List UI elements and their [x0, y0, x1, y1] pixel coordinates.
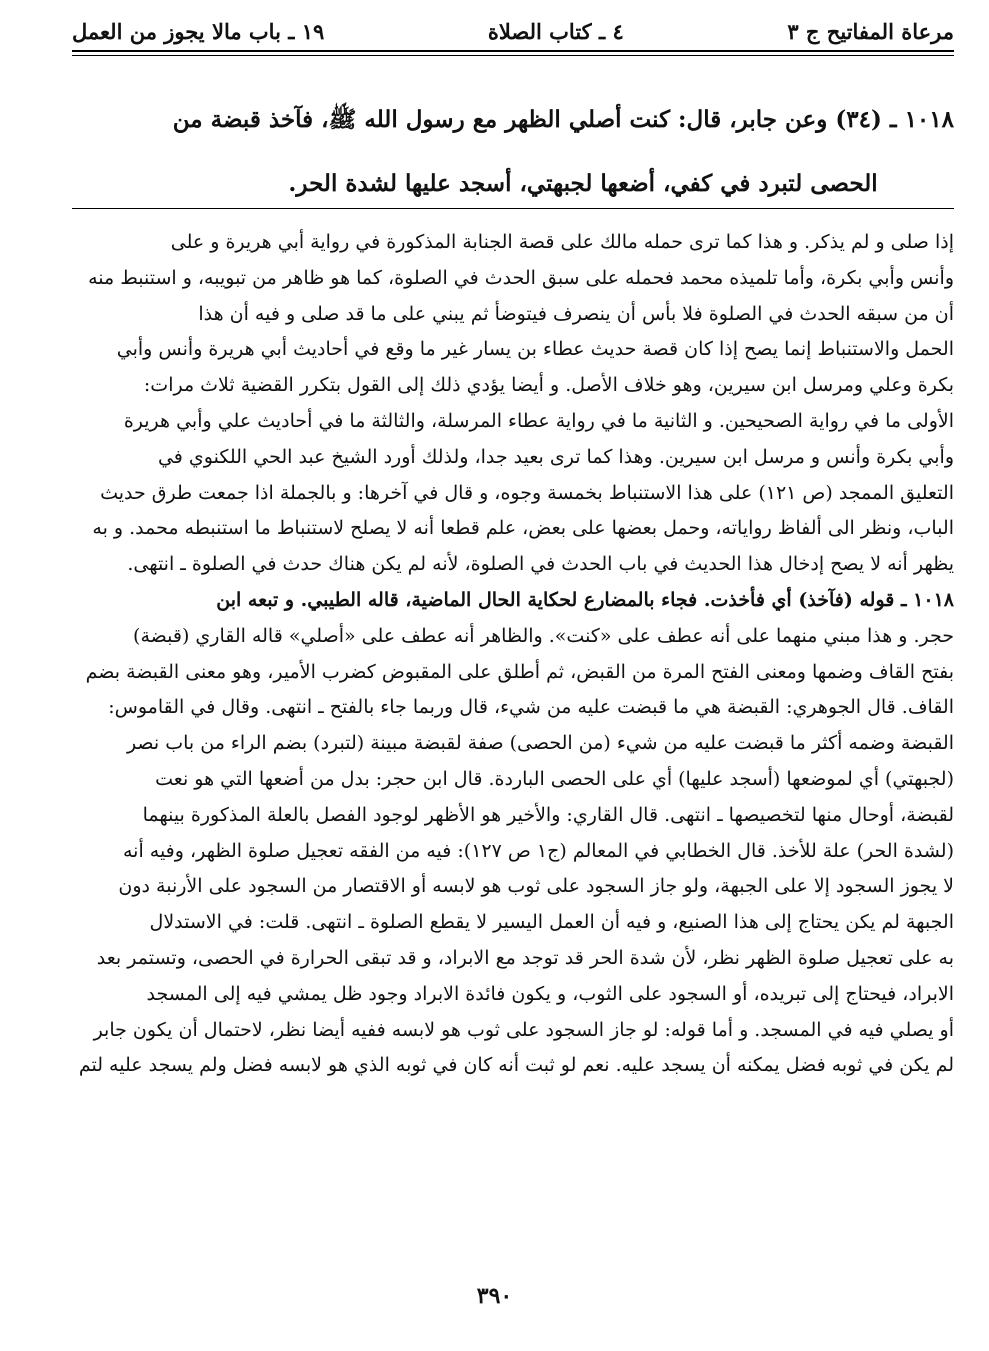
commentary-line: الأولى ما في رواية الصحيحين. و الثانية ما في رواية عطاء المرسلة، والثالثة ما في أحاديث علي وأبي هريرة	[123, 409, 954, 432]
commentary-line: وأبي بكرة وأنس و مرسل ابن سيرين. وهذا كما ترى بعيد جدا، ولذلك أورد الشيخ عبد الحي اللكنوي في	[157, 445, 954, 468]
commentary-line: لا يجوز السجود إلا على الجبهة، ولو جاز السجود على ثوب هو لابسه أو الاقتصار من السجود على الأرنبة دون	[118, 875, 954, 898]
commentary-line: يظهر أنه لا يصح إدخال هذا الحديث في باب الحدث في الصلوة، لأنه لم يكن هناك حدث في الصلوة ـ انتهى.	[127, 553, 954, 576]
commentary-line: وأنس وأبي بكرة، وأما تلميذه محمد فحمله على سبق الحدث في الصلوة، كما هو ظاهر من تبويبه، و استنبط منه	[88, 266, 954, 289]
commentary-line: القبضة وضمه أكثر ما قبضت عليه من شيء (من الحصى) صفة لقبضة مبينة (لتبرد) بضم الراء من باب نصر	[126, 732, 954, 755]
commentary-line: الابراد، فيحتاج إلى تبريده، أو السجود على الثوب، و يكون فائدة الابراد وجود ظل يمشي فيه إلى المسجد	[146, 982, 954, 1005]
header-rule-thin	[72, 55, 954, 56]
commentary-line: الجبهة لم يكن يحتاج إلى هذا الصنيع، و فيه أن العمل اليسير لا يقطع الصلوة ـ انتهى. قلت: في الاستدلال	[149, 911, 954, 934]
commentary-line: لقبضة، أوحال منها لتخصيصها ـ انتهى. قال القاري: والأخير هو الأظهر لوجود الفصل بالعلة المذكورة بينهما	[142, 803, 954, 826]
page-number: ٣٩٠	[476, 1283, 513, 1309]
commentary-line: (لشدة الحر) علة للأخذ. قال الخطابي في المعالم (ج١ ص ١٢٧): فيه من الفقه تعجيل صلوة الظهر، وفيه أنه	[122, 839, 954, 862]
header-book-title: مرعاة المفاتيح ج ٣	[787, 18, 954, 44]
hadith-separator-rule	[72, 208, 954, 209]
commentary-line: التعليق الممجد (ص ١٢١) على هذا الاستنباط بخمسة وجوه، و قال في آخرها: و بالجملة اذا جمعت طرق حديث	[100, 481, 954, 504]
commentary-line: بفتح القاف وضمها ومعنى الفتح المرة من القبض، ثم أطلق على المقبوض كضرب الأمير، وهو معنى القبضة بضم	[85, 660, 954, 683]
hadith-text	[72, 88, 954, 216]
running-header	[72, 14, 954, 48]
commentary-line: حجر. و هذا مبني منهما على أنه عطف على «كنت». والظاهر أنه عطف على «أصلي» قاله القاري (قبضة)	[133, 624, 954, 647]
header-chapter-title: ٤ ـ كتاب الصلاة	[487, 18, 624, 44]
commentary-line: (لجبهتي) أي لموضعها (أسجد عليها) أي على الحصى الباردة. قال ابن حجر: بدل من أضعها التي هو نعت	[155, 767, 954, 790]
commentary-line: الحمل والاستنباط إنما يصح إذا كان قصة حديث عطاء بن يسار غير ما وقع في أحاديث أبي هريرة وأنس وأبي	[116, 338, 954, 361]
commentary-line: الباب، ونظر الى ألفاظ رواياته، وحمل بعضها على بعض، علم قطعا أنه لا يصلح لاستنباط ما استنبطه محمد. و به	[92, 517, 954, 540]
commentary-line: إذا صلى و لم يذكر. و هذا كما ترى حمله مالك على قصة الجنابة المذكورة في رواية أبي هريرة و على	[170, 231, 954, 253]
header-rule-thick	[72, 50, 954, 52]
header-section-title: ١٩ ـ باب مالا يجوز من العمل	[72, 18, 325, 44]
hadith-line-1: ١٠١٨ ـ (٣٤) وعن جابر، قال: كنت أصلي الظهر مع رسول الله ﷺ، فآخذ قبضة من	[172, 106, 954, 133]
commentary-line: أو يصلي فيه في المسجد. و أما قوله: لو جاز السجود على ثوب هو لابسه ففيه أيضا نظر، لاحتمال أن يكون جابر	[93, 1018, 954, 1041]
commentary-line: القاف. قال الجوهري: القبضة هي ما قبضت عليه من شيء، قال وربما جاء بالفتح ـ انتهى. وقال في القاموس:	[108, 696, 954, 719]
commentary-line-heading: ١٠١٨ ـ قوله (فآخذ) أي فأخذت. فجاء بالمضارع لحكاية الحال الماضية، قاله الطيبي. و تبعه ابن	[216, 588, 954, 611]
commentary-line: بكرة وعلي ومرسل ابن سيرين، وهو خلاف الأصل. و أيضا يؤدي ذلك إلى القول بتكرر القضية ثلاث مرات:	[143, 374, 954, 397]
commentary-line: أن من سبقه الحدث في الصلوة فلا بأس أن ينصرف فيتوضأ ثم يبني على ما قد صلى و فيه أن هذا	[198, 302, 954, 325]
hadith-line-2: الحصى لتبرد في كفي، أضعها لجبهتي، أسجد عليها لشدة الحر.	[288, 170, 878, 197]
commentary-line: به على تعجيل صلوة الظهر نظر، لأن شدة الحر قد توجد مع الابراد، و قد تبقى الحرارة في الحصى، وتستمر بعد	[96, 946, 954, 969]
commentary-line: لم يكن في ثوبه فضل يمكنه أن يسجد عليه. نعم لو ثبت أنه كان في ثوبه الذي هو لابسه فضل ولم يسجد عليه لتم	[78, 1054, 954, 1077]
commentary-text	[72, 225, 954, 1084]
